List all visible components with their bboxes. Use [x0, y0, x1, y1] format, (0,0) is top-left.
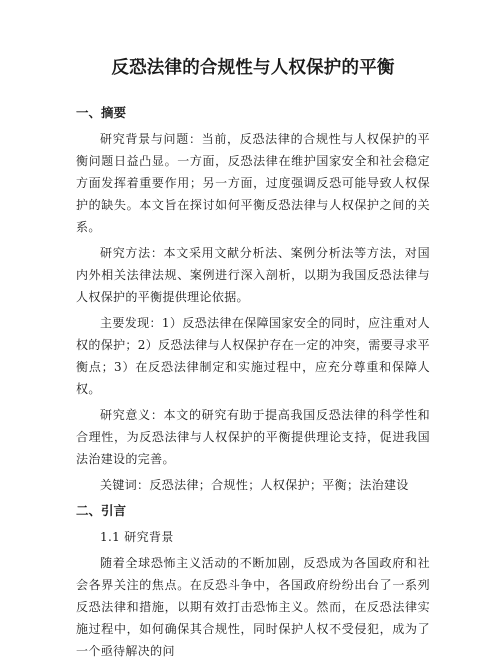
intro-background-paragraph: 随着全球恐怖主义活动的不断加剧，反恐成为各国政府和社会各界关注的焦点。在反恐斗争中，各国政府纷纷出台了一系列反恐法律和措施，以期有效打击恐怖主义。然而，在反恐法律实施过程中，如何确保其合规性，同时保护人权不受侵犯，成为了一个亟待解决的问 — [76, 556, 430, 658]
abstract-methods-paragraph: 研究方法：本文采用文献分析法、案例分析法等方法，对国内外相关法律法规、案例进行深入剖析，以期为我国反恐法律与人权保护的平衡提供理论依据。 — [76, 246, 430, 304]
abstract-findings-paragraph: 主要发现：1）反恐法律在保障国家安全的同时，应注重对人权的保护；2）反恐法律与人权保护存在一定的冲突，需要寻求平衡点；3）在反恐法律制定和实施过程中，应充分尊重和保障人权。 — [76, 316, 430, 396]
intro-subheading: 1.1 研究背景 — [100, 530, 174, 544]
document-page — [76, 55, 430, 666]
document-title: 反恐法律的合规性与人权保护的平衡 — [111, 58, 395, 78]
abstract-significance-paragraph: 研究意义：本文的研究有助于提高我国反恐法律的科学性和合理性，为反恐法律与人权保护的平衡提供理论支持，促进我国法治建设的完善。 — [76, 408, 430, 466]
intro-heading: 二、引言 — [76, 503, 127, 518]
abstract-heading: 一、摘要 — [76, 105, 127, 120]
abstract-background-paragraph: 研究背景与问题：当前，反恐法律的合规性与人权保护的平衡问题日益凸显。一方面，反恐法律在维护国家安全和社会稳定方面发挥着重要作用；另一方面，过度强调反恐可能导致人权保护的缺失。本文旨在探讨如何平衡反恐法律与人权保护之间的关系。 — [76, 132, 430, 234]
keywords-line: 关键词：反恐法律；合规性；人权保护；平衡；法治建设 — [100, 478, 409, 492]
